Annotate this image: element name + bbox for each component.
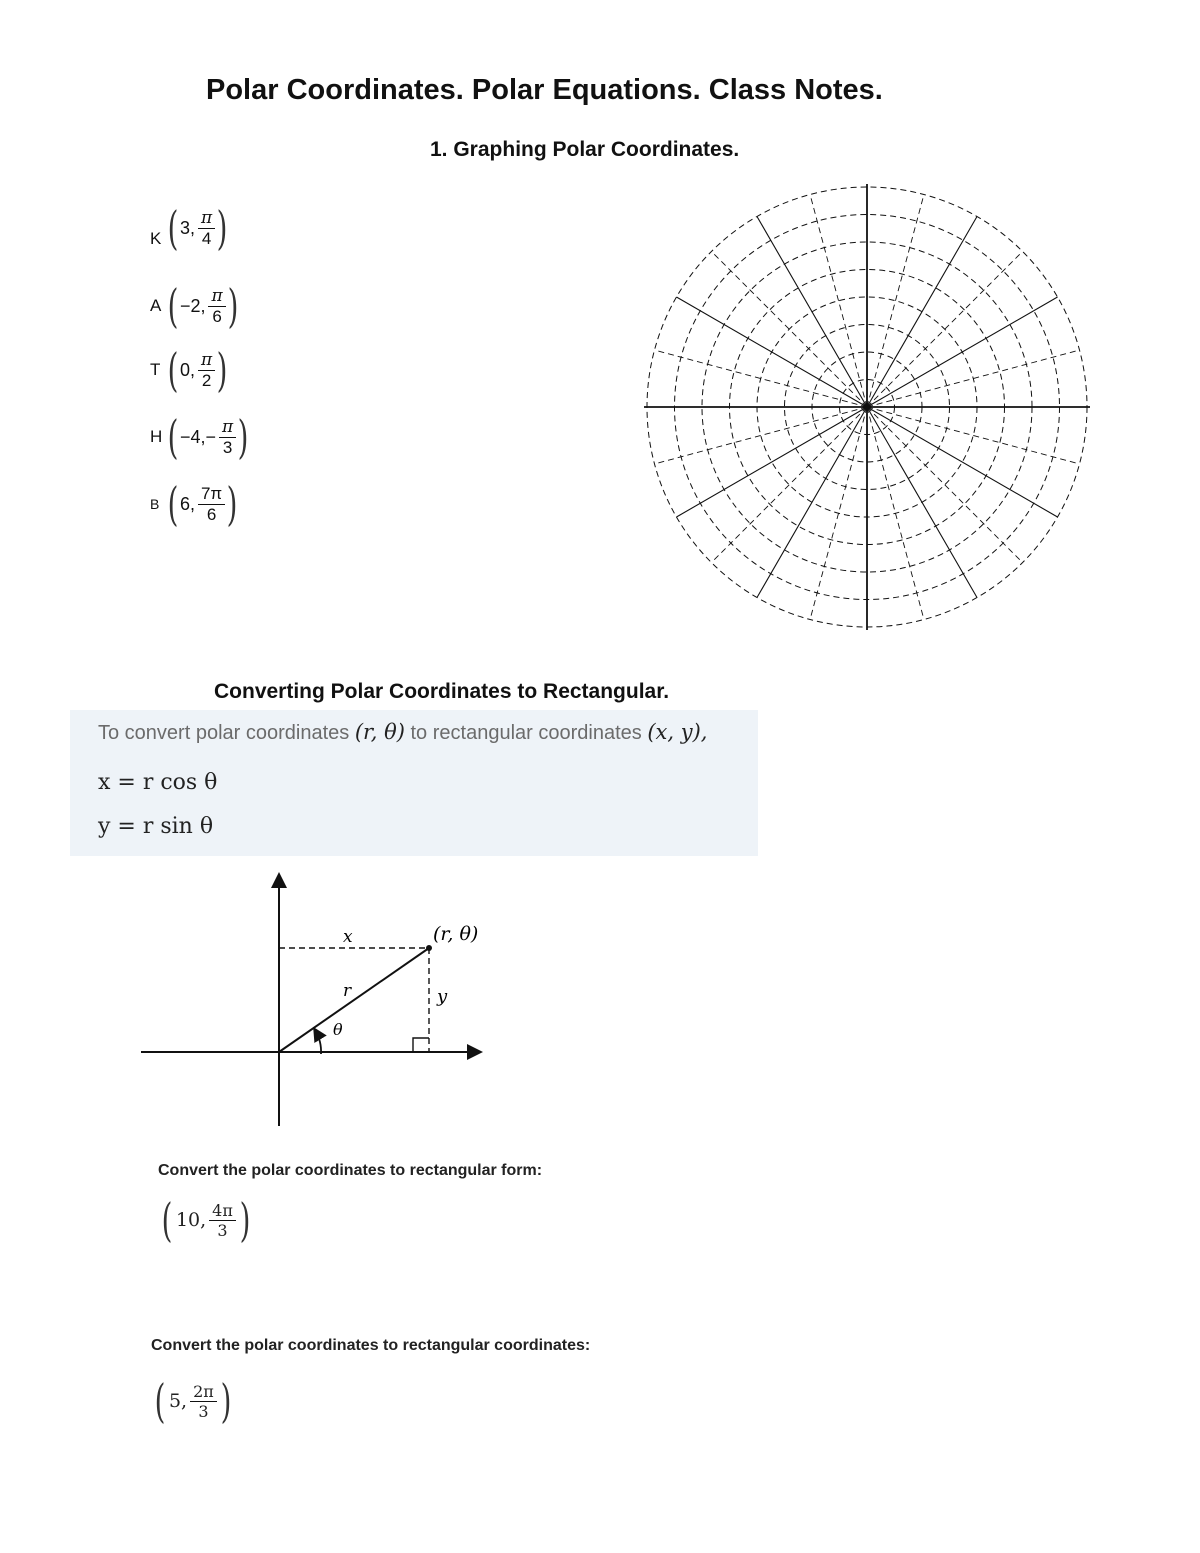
question-2-text: Convert the polar coordinates to rectangular coordinates: bbox=[151, 1337, 591, 1354]
point-label: T bbox=[150, 360, 161, 379]
question-2-angle-numerator: 2π bbox=[190, 1382, 217, 1402]
point-angle-denominator: 4 bbox=[201, 228, 212, 248]
polar-point-k: K ( 3, $\frac{\pi}{4}$ ) bbox=[150, 201, 228, 255]
point-angle-denominator: 6 bbox=[212, 306, 222, 326]
theta-label: θ bbox=[333, 1020, 343, 1039]
theta-arc bbox=[315, 1030, 321, 1054]
y-label: y bbox=[437, 986, 448, 1007]
grid-ray bbox=[676, 297, 867, 407]
radius-line bbox=[279, 948, 429, 1052]
polar-point-t: T ( 0, $\frac{\pi}{2}$ ) bbox=[150, 343, 228, 397]
grid-ray bbox=[810, 407, 867, 620]
section-heading-graphing: 1. Graphing Polar Coordinates. bbox=[430, 138, 740, 161]
grid-ray bbox=[757, 216, 867, 407]
page-title: Polar Coordinates. Polar Equations. Class Notes. bbox=[206, 74, 883, 106]
point-angle-numerator: π bbox=[198, 208, 215, 229]
formula-y: y = r sin θ bbox=[98, 814, 214, 839]
formula-x: x = r cos θ bbox=[98, 770, 218, 795]
section-heading-converting: Converting Polar Coordinates to Rectangular. bbox=[214, 680, 670, 703]
point-label: H bbox=[150, 427, 163, 446]
point-label: K bbox=[150, 229, 162, 248]
conversion-formula-box bbox=[70, 710, 758, 856]
point-label: A bbox=[150, 296, 162, 315]
polar-point-a: A ( −2, $\frac{\pi}{6}$ ) bbox=[150, 279, 239, 333]
question-1-angle-denominator: 3 bbox=[217, 1220, 228, 1240]
grid-ray bbox=[757, 407, 867, 598]
question-1-radius: 10, bbox=[175, 1209, 207, 1231]
question-1-coordinate: ( 10, $\frac{4\pi}{3}$ ) bbox=[161, 1193, 251, 1247]
point-angle-denominator: 3 bbox=[222, 437, 233, 457]
grid-ray bbox=[867, 407, 1058, 517]
point-radius: 3, bbox=[179, 217, 195, 238]
grid-ray bbox=[711, 407, 867, 563]
question-2-angle-denominator: 3 bbox=[198, 1401, 209, 1421]
polar-point-dot bbox=[426, 945, 432, 951]
point-angle-numerator: 7π bbox=[198, 484, 225, 505]
x-label: x bbox=[343, 927, 353, 947]
grid-ray bbox=[867, 297, 1058, 407]
grid-ray bbox=[867, 407, 1080, 464]
grid-ray bbox=[654, 407, 867, 464]
grid-ray bbox=[867, 350, 1080, 407]
polar-rectangular-diagram bbox=[135, 868, 495, 1130]
point-angle-numerator: π bbox=[208, 286, 225, 307]
point-radius: 6, bbox=[179, 493, 195, 514]
right-angle-mark bbox=[413, 1038, 429, 1052]
question-2-coordinate: ( 5, $\frac{2\pi}{3}$ ) bbox=[154, 1374, 232, 1428]
point-label-r-theta: (r, θ) bbox=[433, 923, 479, 945]
question-1-text: Convert the polar coordinates to rectangular form: bbox=[158, 1162, 543, 1179]
question-2-radius: 5, bbox=[168, 1390, 188, 1412]
grid-ray bbox=[867, 407, 924, 620]
rect-pair: (x, y), bbox=[647, 720, 708, 744]
polar-grid bbox=[640, 180, 1095, 635]
polar-point-h: H ( −4,− $\frac{\pi}{3}$ ) bbox=[150, 410, 249, 464]
grid-ray bbox=[867, 194, 924, 407]
grid-ray bbox=[867, 407, 977, 598]
point-radius: 0, bbox=[179, 359, 195, 380]
point-angle-denominator: 2 bbox=[201, 370, 212, 390]
grid-ray bbox=[810, 194, 867, 407]
polar-point-b: B ( 6, $\frac{7\pi}{6}$ ) bbox=[150, 477, 238, 531]
point-radius: −2, bbox=[179, 295, 206, 316]
point-label: B bbox=[150, 496, 160, 512]
polar-grid-lines bbox=[644, 184, 1090, 630]
point-angle-numerator: π bbox=[219, 417, 236, 438]
grid-ray bbox=[711, 251, 867, 407]
formula-intro: To convert polar coordinates (r, θ) to rectangular coordinates (x, y), bbox=[98, 720, 708, 744]
grid-ray bbox=[676, 407, 867, 517]
grid-ray bbox=[867, 407, 1023, 563]
point-radius: −4,− bbox=[179, 426, 216, 447]
polar-pair: (r, θ) bbox=[354, 720, 405, 744]
r-label: r bbox=[343, 981, 352, 1001]
question-1-angle-numerator: 4π bbox=[209, 1201, 236, 1221]
grid-ray bbox=[867, 216, 977, 407]
point-angle-denominator: 6 bbox=[206, 504, 217, 524]
point-angle-numerator: π bbox=[198, 350, 215, 371]
